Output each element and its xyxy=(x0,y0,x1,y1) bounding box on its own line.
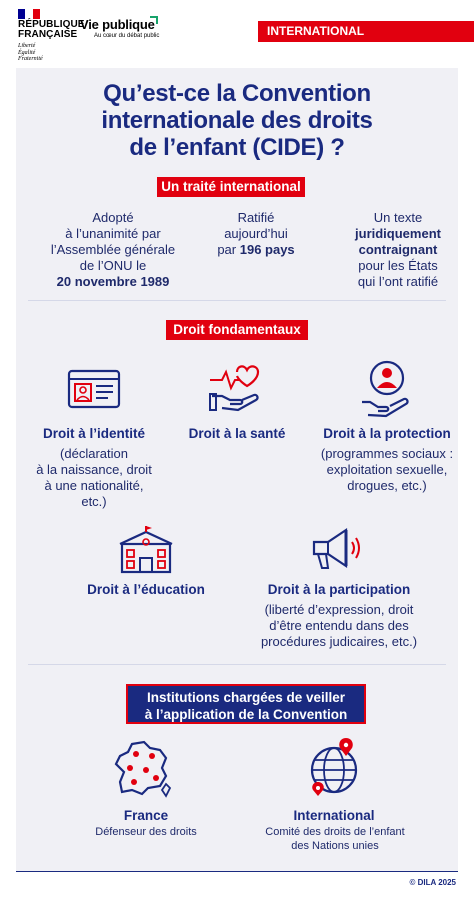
institution-france-title: France xyxy=(123,808,169,823)
label-droit-fondamentaux: Droit fondamentaux xyxy=(166,320,308,340)
header xyxy=(0,0,474,68)
divider xyxy=(28,664,446,665)
page-title: Qu’est-ce la Convention internationale des droits de l’enfant (CIDE) ? xyxy=(101,80,373,161)
institution-france-sub: Défenseur des droits xyxy=(95,826,197,838)
droit-protection-desc: (programmes sociaux : exploitation sexuelle, drogues, etc.) xyxy=(320,446,454,493)
footer-divider xyxy=(16,871,458,872)
institution-international-sub: Comité des droits de l’enfant des Nations unies xyxy=(265,826,405,852)
copyright: © DILA 2025 xyxy=(409,878,456,887)
france-map-icon xyxy=(112,740,172,798)
traite-col-ratifie: Ratifié aujourd’hui par 196 pays xyxy=(217,210,295,257)
person-protect-icon xyxy=(360,360,414,418)
traite-col-adopte: Adopté à l’unanimité par l’Assemblée générale de l’ONU le 20 novembre 1989 xyxy=(50,210,176,289)
category-tag[interactable]: INTERNATIONAL xyxy=(258,21,474,42)
vie-publique-title: Vie publique xyxy=(80,17,155,32)
divider xyxy=(28,300,446,301)
droit-identite-desc: (déclaration à la naissance, droit à une nationalité, etc.) xyxy=(36,446,152,509)
droit-education-title: Droit à l’éducation xyxy=(87,582,205,597)
label-traite-international: Un traité international xyxy=(157,177,305,197)
droit-participation-desc: (liberté d’expression, droit d’être entendu dans des procédures judicaires, etc.) xyxy=(260,602,418,649)
institution-international-title: International xyxy=(293,808,375,823)
school-icon xyxy=(118,526,174,574)
droit-protection-title: Droit à la protection xyxy=(323,426,451,441)
megaphone-icon xyxy=(306,526,364,574)
traite-col-contraignant: Un texte juridiquement contraignant pour les États qui l’ont ratifié xyxy=(355,210,441,289)
droit-identite-title: Droit à l’identité xyxy=(42,426,145,441)
label-institutions: Institutions chargées de veiller à l’application de la Convention xyxy=(128,686,364,722)
devise: Liberté Égalité Fraternité xyxy=(18,43,43,62)
republique-francaise: RÉPUBLIQUE FRANÇAISE xyxy=(18,19,85,40)
vie-publique-mark-icon xyxy=(150,16,158,24)
droit-participation-title: Droit à la participation xyxy=(267,582,411,597)
id-card-icon xyxy=(66,368,122,414)
heart-hand-icon xyxy=(208,362,266,414)
vie-publique-subtitle: Au cœur du débat public xyxy=(94,33,160,39)
vie-publique-logo[interactable] xyxy=(80,17,159,39)
droit-sante-title: Droit à la santé xyxy=(188,426,286,441)
marianne-logo-icon xyxy=(18,9,40,19)
globe-icon xyxy=(304,738,362,798)
